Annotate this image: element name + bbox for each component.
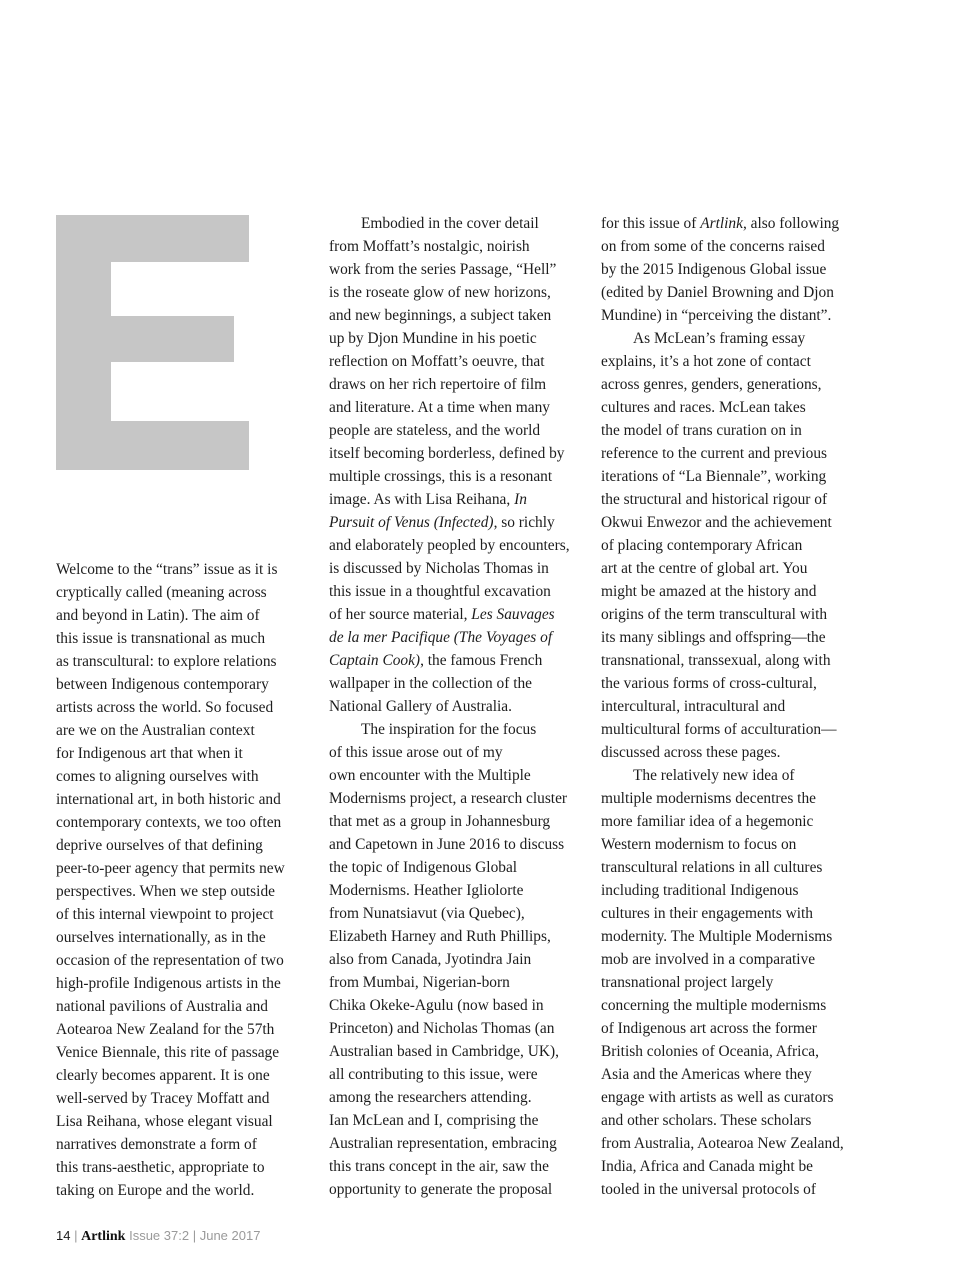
text-line: by the 2015 Indigenous Global issue [601, 261, 827, 278]
text-line: occasion of the representation of two [56, 952, 284, 969]
text-line: and other scholars. These scholars [601, 1112, 812, 1129]
paragraph [329, 212, 587, 718]
text-line: taking on Europe and the world. [56, 1182, 255, 1199]
text-line: cultures in their engagements with [601, 905, 813, 922]
text-line: National Gallery of Australia. [329, 698, 512, 715]
text-line [329, 488, 587, 511]
text-line: on from some of the concerns raised [601, 238, 825, 255]
text-line: all contributing to this issue, were [329, 1066, 538, 1083]
text-line [329, 626, 587, 649]
text-line: tooled in the universal protocols of [601, 1181, 816, 1198]
text-line: intercultural, intracultural and [601, 698, 786, 715]
text-line: well-served by Tracey Moffatt and [56, 1090, 270, 1107]
text-line: the structural and historical rigour of [601, 491, 828, 508]
text-line: work from the series Passage, “Hell” [329, 261, 557, 278]
artwork-title: Pursuit of Venus (Infected) [329, 514, 494, 531]
page-footer [56, 1228, 260, 1245]
intro-paragraph [56, 558, 300, 1202]
text-line: this trans-aesthetic, appropriate to [56, 1159, 265, 1176]
text-line: Modernisms project, a research cluster [329, 790, 568, 807]
article-column-1 [56, 558, 300, 1202]
text-line: The inspiration for the focus [361, 721, 537, 738]
text-line: of placing contemporary African [601, 537, 803, 554]
text-line: as transcultural: to explore relations [56, 653, 277, 670]
text-line: clearly becomes apparent. It is one [56, 1067, 270, 1084]
text-line [329, 649, 587, 672]
text-line: from Mumbai, Nigerian-born [329, 974, 510, 991]
text-line: own encounter with the Multiple [329, 767, 531, 784]
text-line: deprive ourselves of that defining [56, 837, 263, 854]
text-line: and beyond in Latin). The aim of [56, 607, 260, 624]
text-line: Chika Okeke-Agulu (now based in [329, 997, 544, 1014]
text-line: comes to aligning ourselves with [56, 768, 259, 785]
text-run: , the famous French [420, 652, 543, 669]
text-line: national pavilions of Australia and [56, 998, 269, 1015]
text-line: Modernisms. Heather Igliolorte [329, 882, 524, 899]
text-line: the various forms of cross-cultural, [601, 675, 817, 692]
paragraph [329, 718, 587, 1201]
text-line: might be amazed at the history and [601, 583, 817, 600]
drop-cap-letter [56, 215, 249, 470]
text-line: and new beginnings, a subject taken [329, 307, 552, 324]
artwork-title: de la mer Pacifique (The Voyages of [329, 629, 553, 646]
text-line: Elizabeth Harney and Ruth Phillips, [329, 928, 551, 945]
text-line: Asia and the Americas where they [601, 1066, 812, 1083]
text-line: between Indigenous contemporary [56, 676, 269, 693]
text-line: India, Africa and Canada might be [601, 1158, 813, 1175]
text-line: draws on her rich repertoire of film [329, 376, 547, 393]
magazine-title: Artlink [700, 215, 743, 232]
issue-date: June 2017 [199, 1228, 261, 1243]
text-line: Embodied in the cover detail [361, 215, 539, 232]
text-line: its many siblings and offspring—the [601, 629, 826, 646]
issue-number: Issue 37:2 [129, 1228, 190, 1243]
text-line: this issue in a thoughtful excavation [329, 583, 551, 600]
text-run: , so richly [493, 514, 555, 531]
text-line: for Indigenous art that when it [56, 745, 243, 762]
text-line: Aotearoa New Zealand for the 57th [56, 1021, 275, 1038]
footer-separator: | [74, 1228, 78, 1243]
text-line [329, 511, 587, 534]
text-line: Australian representation, embracing [329, 1135, 557, 1152]
article-column-3 [601, 212, 861, 1201]
text-line: engage with artists as well as curators [601, 1089, 834, 1106]
text-line: of Indigenous art across the former [601, 1020, 817, 1037]
text-line: multiple crossings, this is a resonant [329, 468, 553, 485]
text-line: art at the centre of global art. You [601, 560, 808, 577]
magazine-name: Artlink [81, 1229, 126, 1244]
text-line: of this internal viewpoint to project [56, 906, 274, 923]
text-line: and elaborately peopled by encounters, [329, 537, 570, 554]
article-column-2 [329, 212, 587, 1201]
text-line: Lisa Reihana, whose elegant visual [56, 1113, 273, 1130]
text-line: concerning the multiple modernisms [601, 997, 827, 1014]
text-line: and literature. At a time when many [329, 399, 550, 416]
text-line: (edited by Daniel Browning and Djon [601, 284, 834, 301]
text-line: more familiar idea of a hegemonic [601, 813, 814, 830]
text-line: Ian McLean and I, comprising the [329, 1112, 539, 1129]
text-line: transnational project largely [601, 974, 774, 991]
text-line: is discussed by Nicholas Thomas in [329, 560, 549, 577]
text-line: is the roseate glow of new horizons, [329, 284, 551, 301]
text-line: cryptically called (meaning across [56, 584, 267, 601]
drop-cap-shape [56, 215, 249, 470]
text-run: image. As with Lisa Reihana, [329, 491, 515, 508]
text-line: Australian based in Cambridge, UK), [329, 1043, 559, 1060]
text-line: reference to the current and previous [601, 445, 828, 462]
text-line: Princeton) and Nicholas Thomas (an [329, 1020, 555, 1037]
text-line: up by Djon Mundine in his poetic [329, 330, 537, 347]
text-line: discussed across these pages. [601, 744, 781, 761]
paragraph [601, 212, 861, 327]
text-run: for this issue of [601, 215, 701, 232]
text-line: including traditional Indigenous [601, 882, 799, 899]
artwork-title: Les Sauvages [471, 606, 555, 623]
text-line: ourselves internationally, as in the [56, 929, 266, 946]
text-line: Welcome to the “trans” issue as it is [56, 561, 278, 578]
text-line: among the researchers attending. [329, 1089, 532, 1106]
text-line: Venice Biennale, this rite of passage [56, 1044, 280, 1061]
text-line: also from Canada, Jyotindra Jain [329, 951, 532, 968]
text-line: explains, it’s a hot zone of contact [601, 353, 811, 370]
text-line: from Moffatt’s nostalgic, noirish [329, 238, 530, 255]
text-line: this issue is transnational as much [56, 630, 266, 647]
text-line: transcultural relations in all cultures [601, 859, 823, 876]
text-line: artists across the world. So focused [56, 699, 274, 716]
page-number: 14 [56, 1228, 71, 1243]
text-line: narratives demonstrate a form of [56, 1136, 257, 1153]
text-line: modernity. The Multiple Modernisms [601, 928, 833, 945]
text-line: and Capetown in June 2016 to discuss [329, 836, 565, 853]
text-line: reflection on Moffatt’s oeuvre, that [329, 353, 545, 370]
text-line: itself becoming borderless, defined by [329, 445, 565, 462]
text-line: The relatively new idea of [633, 767, 795, 784]
text-line: people are stateless, and the world [329, 422, 541, 439]
text-line: perspectives. When we step outside [56, 883, 275, 900]
text-line: multicultural forms of acculturation— [601, 721, 837, 738]
text-run: of her source material, [329, 606, 472, 623]
text-line: As McLean’s framing essay [633, 330, 806, 347]
footer-separator: | [192, 1228, 197, 1243]
text-line: peer-to-peer agency that permits new [56, 860, 285, 877]
text-line: cultures and races. McLean takes [601, 399, 806, 416]
text-line: of this issue arose out of my [329, 744, 503, 761]
text-line: Okwui Enwezor and the achievement [601, 514, 832, 531]
text-line: contemporary contexts, we too often [56, 814, 282, 831]
text-line: high-profile Indigenous artists in the [56, 975, 281, 992]
text-line: from Australia, Aotearoa New Zealand, [601, 1135, 844, 1152]
artwork-title: In [514, 491, 527, 508]
text-line: opportunity to generate the proposal [329, 1181, 553, 1198]
text-line: Mundine) in “perceiving the distant”. [601, 307, 832, 324]
text-line: the model of trans curation on in [601, 422, 802, 439]
text-line: iterations of “La Biennale”, working [601, 468, 827, 485]
text-line: wallpaper in the collection of the [329, 675, 532, 692]
text-line: from Nunatsiavut (via Quebec), [329, 905, 525, 922]
text-line: that met as a group in Johannesburg [329, 813, 551, 830]
text-line: mob are involved in a comparative [601, 951, 816, 968]
paragraph [601, 327, 861, 764]
text-line [601, 212, 861, 235]
text-line: the topic of Indigenous Global [329, 859, 518, 876]
text-line: Western modernism to focus on [601, 836, 797, 853]
text-line [329, 603, 587, 626]
text-line: multiple modernisms decentres the [601, 790, 816, 807]
text-line: international art, in both historic and [56, 791, 281, 808]
text-line: are we on the Australian context [56, 722, 255, 739]
text-line: British colonies of Oceania, Africa, [601, 1043, 819, 1060]
text-run: , also following [742, 215, 840, 232]
text-line: transnational, transsexual, along with [601, 652, 831, 669]
artwork-title: Captain Cook) [329, 652, 421, 669]
text-line: across genres, genders, generations, [601, 376, 822, 393]
paragraph [601, 764, 861, 1201]
text-line: origins of the term transcultural with [601, 606, 828, 623]
text-line: this trans concept in the air, saw the [329, 1158, 549, 1175]
